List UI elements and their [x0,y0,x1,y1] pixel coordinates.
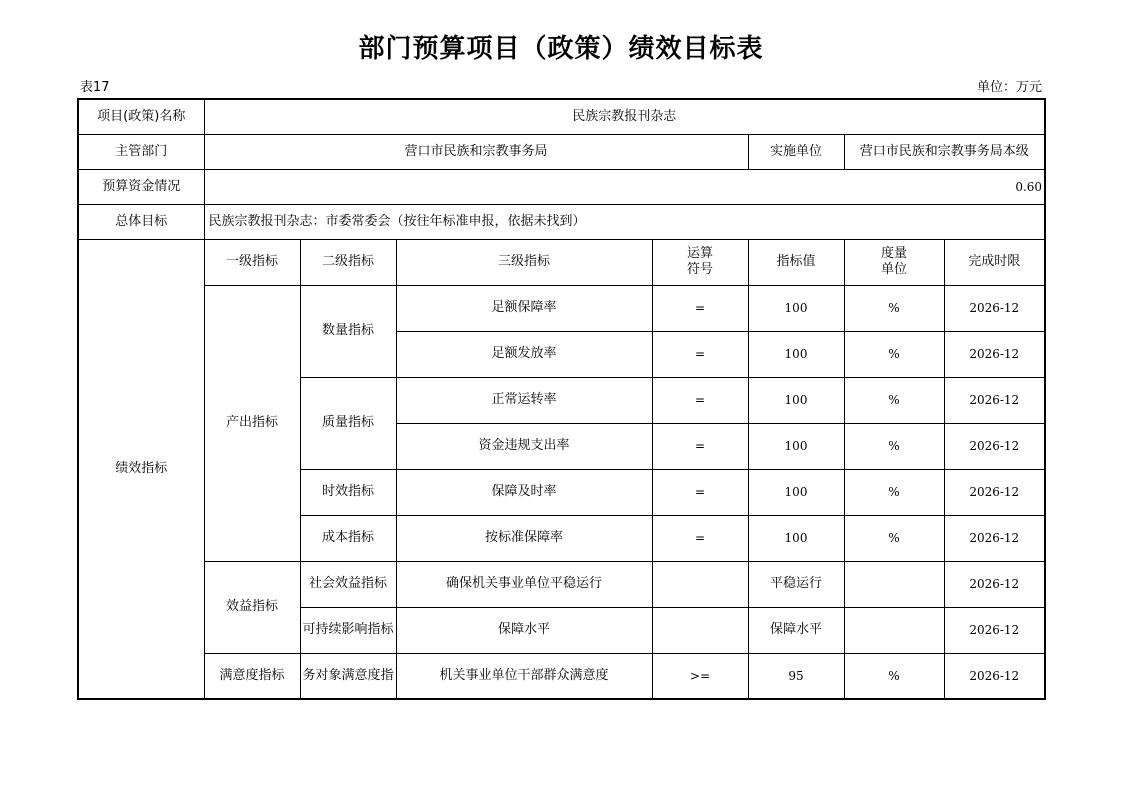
indicator-name: 足额发放率 [396,331,652,377]
goal-value: 民族宗教报刊杂志：市委常委会（按往年标准申报，依据未找到） [204,204,1045,239]
indicator-deadline: 2026-12 [944,377,1045,423]
indicator-operator [652,561,748,607]
table-number: 表17 [80,80,110,95]
indicator-unit: % [844,377,944,423]
indicator-value: 100 [748,515,844,561]
col-level1: 一级指标 [204,239,300,285]
indicator-value: 100 [748,469,844,515]
project-name-value: 民族宗教报刊杂志 [204,99,1045,134]
level2-social: 社会效益指标 [300,561,396,607]
indicator-deadline: 2026-12 [944,423,1045,469]
indicator-unit: % [844,423,944,469]
indicator-unit: % [844,469,944,515]
indicator-operator: = [652,377,748,423]
level1-output: 产出指标 [204,285,300,561]
indicator-operator: >= [652,653,748,699]
indicator-operator: = [652,469,748,515]
col-unit-line2: 单位 [880,262,907,277]
indicator-unit [844,607,944,653]
indicator-name: 确保机关事业单位平稳运行 [396,561,652,607]
indicator-name: 足额保障率 [396,285,652,331]
budget-label: 预算资金情况 [78,169,204,204]
indicator-deadline: 2026-12 [944,469,1045,515]
indicator-deadline: 2026-12 [944,515,1045,561]
col-unit-line1: 度量 [880,246,907,261]
indicator-name: 保障及时率 [396,469,652,515]
indicator-operator [652,607,748,653]
project-name-row [78,99,1045,134]
indicator-value: 保障水平 [748,607,844,653]
indicator-deadline: 2026-12 [944,331,1045,377]
level2-cost: 成本指标 [300,515,396,561]
indicator-name: 保障水平 [396,607,652,653]
indicator-value: 95 [748,653,844,699]
budget-value: 0.60 [204,169,1045,204]
indicator-header-row [78,239,1045,285]
col-unit [844,239,944,285]
table-row [78,653,1045,699]
col-level2: 二级指标 [300,239,396,285]
indicator-operator: = [652,423,748,469]
indicator-deadline: 2026-12 [944,607,1045,653]
performance-table [77,98,1046,700]
budget-row [78,169,1045,204]
project-name-label: 项目(政策)名称 [78,99,204,134]
col-operator-line1: 运算 [686,246,713,261]
page-title: 部门预算项目（政策）绩效目标表 [358,34,764,64]
col-level3: 三级指标 [396,239,652,285]
indicator-value: 100 [748,331,844,377]
table-row [78,285,1045,331]
indicator-value: 100 [748,285,844,331]
goal-label: 总体目标 [78,204,204,239]
indicator-name: 按标准保障率 [396,515,652,561]
indicator-value: 平稳运行 [748,561,844,607]
col-value: 指标值 [748,239,844,285]
indicator-name: 正常运转率 [396,377,652,423]
indicators-section-label: 绩效指标 [78,239,204,699]
col-operator [652,239,748,285]
indicator-operator: = [652,331,748,377]
goal-row [78,204,1045,239]
indicator-deadline: 2026-12 [944,653,1045,699]
indicator-unit: % [844,285,944,331]
indicator-name: 资金违规支出率 [396,423,652,469]
level2-sustainable: 可持续影响指标 [300,607,396,653]
indicator-value: 100 [748,377,844,423]
indicator-deadline: 2026-12 [944,285,1045,331]
impl-value: 营口市民族和宗教事务局本级 [844,134,1045,169]
indicator-unit: % [844,331,944,377]
indicator-unit: % [844,653,944,699]
unit-label: 单位：万元 [976,80,1042,95]
indicator-unit [844,561,944,607]
indicator-value: 100 [748,423,844,469]
department-row [78,134,1045,169]
level2-quantity: 数量指标 [300,285,396,377]
dept-label: 主管部门 [78,134,204,169]
level1-benefit: 效益指标 [204,561,300,653]
level2-timeliness: 时效指标 [300,469,396,515]
indicator-operator: = [652,285,748,331]
level1-satisfaction: 满意度指标 [204,653,300,699]
indicator-name: 机关事业单位干部群众满意度 [396,653,652,699]
impl-label: 实施单位 [748,134,844,169]
level2-service: 务对象满意度指 [300,653,396,699]
indicator-deadline: 2026-12 [944,561,1045,607]
level2-quality: 质量指标 [300,377,396,469]
indicator-operator: = [652,515,748,561]
dept-value: 营口市民族和宗教事务局 [204,134,748,169]
table-row [78,561,1045,607]
col-deadline: 完成时限 [944,239,1045,285]
col-operator-line2: 符号 [686,262,713,277]
indicator-unit: % [844,515,944,561]
